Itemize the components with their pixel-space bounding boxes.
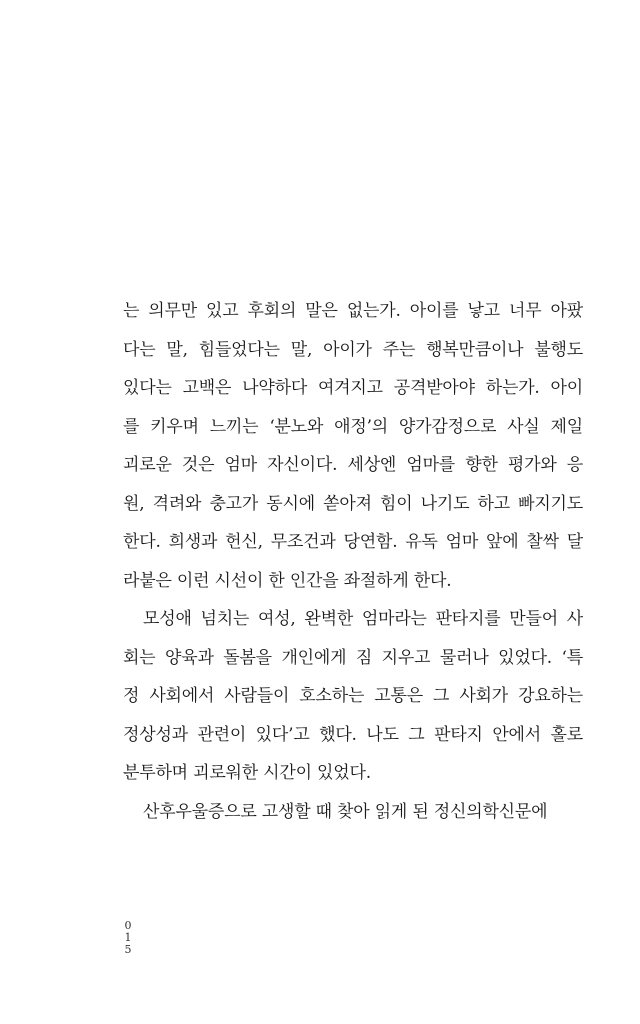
text-line: 모성애 넘치는 여성, 완벽한 엄마라는 판타지를 만들어 사 xyxy=(143,609,583,629)
text-line: 라붙은 이런 시선이 한 인간을 좌절하게 한다. xyxy=(123,570,452,591)
body-text xyxy=(123,292,583,831)
page-number xyxy=(122,920,134,956)
page-number-digit: 5 xyxy=(124,943,132,956)
page-number-digit: 0 xyxy=(124,919,132,932)
page-number-digit: 1 xyxy=(124,931,132,944)
text-line: 를 키우며 느끼는 ‘분노와 애정’의 양가감정으로 사실 제일 xyxy=(123,416,583,437)
text-line: 한다. 희생과 헌신, 무조건과 당연함. 유독 엄마 앞에 찰싹 달 xyxy=(123,532,583,552)
text-line: 정상성과 관련이 있다’고 했다. 나도 그 판타지 안에서 홀로 xyxy=(123,724,583,745)
text-line: 원, 격려와 충고가 동시에 쏟아져 힘이 나기도 하고 빠지기도 xyxy=(123,493,583,514)
text-line: 다는 말, 힘들었다는 말, 아이가 주는 행복만큼이나 불행도 xyxy=(123,339,583,360)
text-line: 산후우울증으로 고생할 때 찾아 읽게 된 정신의학신문에 xyxy=(143,801,548,822)
text-line: 분투하며 괴로워한 시간이 있었다. xyxy=(123,763,371,783)
text-line: 괴로운 것은 엄마 자신이다. 세상엔 엄마를 향한 평가와 응 xyxy=(123,455,583,475)
text-line: 회는 양육과 돌봄을 개인에게 짐 지우고 물러나 있었다. ‘특 xyxy=(123,647,583,668)
text-line: 정 사회에서 사람들이 호소하는 고통은 그 사회가 강요하는 xyxy=(123,686,583,706)
text-line: 있다는 고백은 나약하다 여겨지고 공격받아야 하는가. 아이 xyxy=(123,378,583,398)
text-line: 는 의무만 있고 후회의 말은 없는가. 아이를 낳고 너무 아팠 xyxy=(123,301,583,321)
